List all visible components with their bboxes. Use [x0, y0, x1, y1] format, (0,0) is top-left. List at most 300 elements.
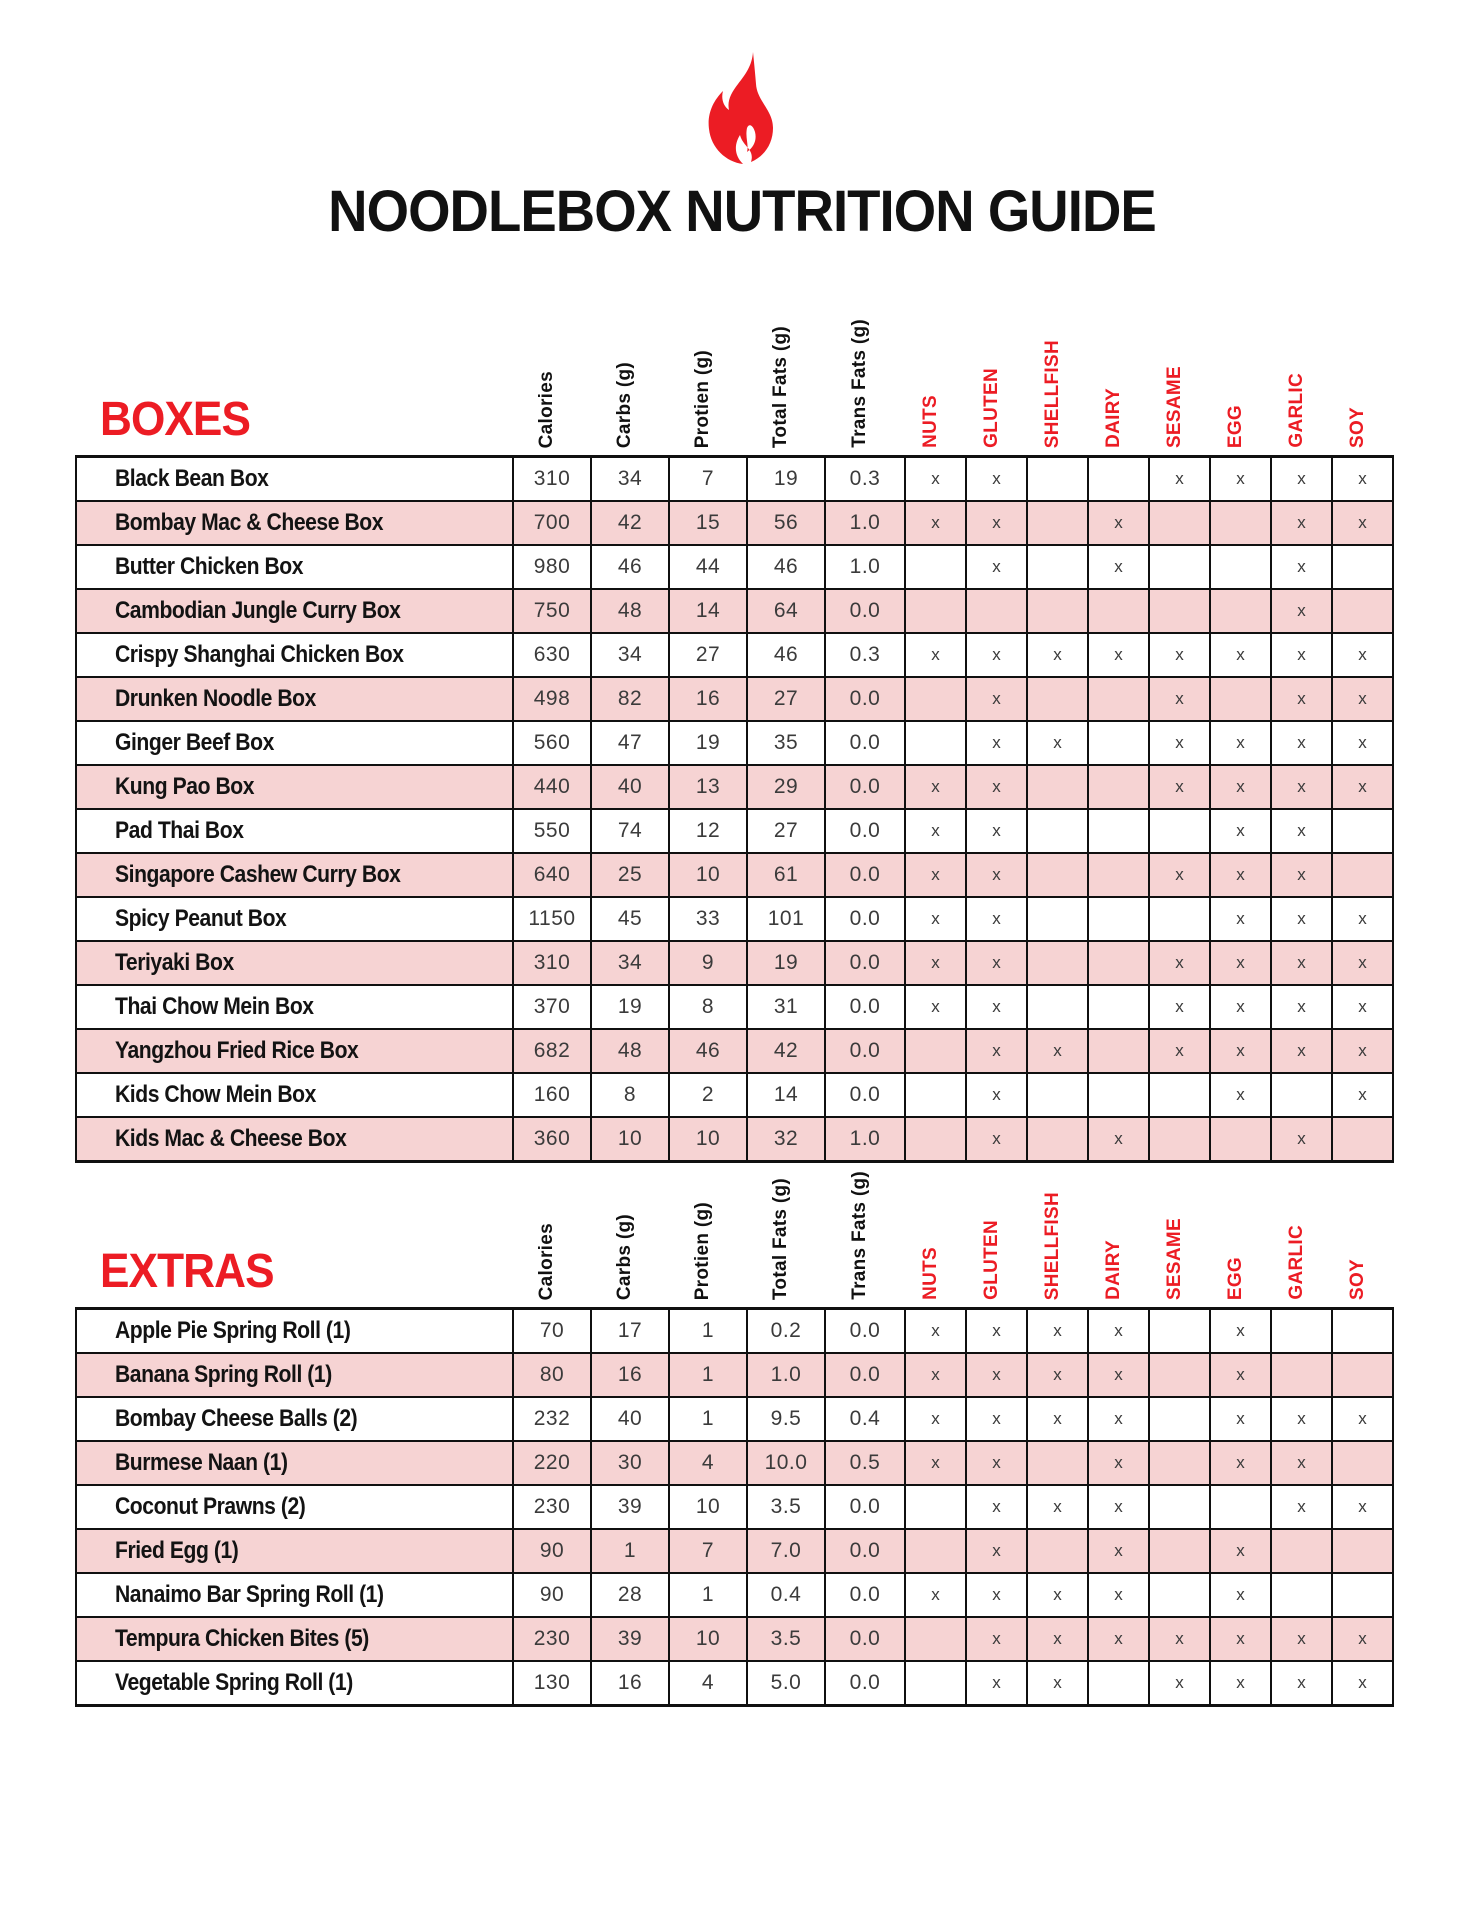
allergen-cell [1148, 854, 1209, 896]
table-row [77, 720, 1392, 764]
nutrient-value: 1.0 [849, 555, 881, 578]
item-name: Ginger Beef Box [115, 729, 274, 756]
nutrient-value: 980 [533, 555, 571, 578]
nutrient-value-cell [746, 1574, 824, 1616]
allergen-column-header-garlic: GARLIC [1285, 1225, 1307, 1300]
item-name-cell [77, 678, 512, 720]
nutrient-value: 48 [617, 599, 643, 622]
nutrient-value: 5.0 [770, 1671, 802, 1694]
nutrient-value-cell [824, 678, 904, 720]
allergen-mark: x [1053, 1497, 1062, 1516]
allergen-mark: x [1297, 469, 1306, 488]
nutrient-value: 640 [533, 863, 571, 886]
allergen-cell [1087, 722, 1148, 764]
section-title-boxes: BOXES [100, 393, 251, 446]
nutrient-value: 0.0 [849, 1039, 881, 1062]
nutrient-value-cell [590, 810, 668, 852]
allergen-cell [1026, 1662, 1087, 1704]
allergen-cell [1148, 590, 1209, 632]
allergen-mark: x [1114, 1453, 1123, 1472]
nutrient-column-header-carbs-g: Carbs (g) [614, 1213, 635, 1300]
nutrient-value-cell [512, 1574, 590, 1616]
table-row [77, 458, 1392, 500]
item-name: Cambodian Jungle Curry Box [115, 597, 401, 624]
nutrient-value: 1.0 [849, 1127, 881, 1150]
item-name: Thai Chow Mein Box [115, 993, 314, 1020]
allergen-mark: x [1297, 601, 1306, 620]
allergen-mark: x [1175, 733, 1184, 752]
allergen-cell [1331, 722, 1392, 764]
allergen-mark: x [1175, 689, 1184, 708]
nutrient-value: 1150 [528, 907, 576, 930]
nutrient-value-cell [590, 1398, 668, 1440]
allergen-cell [1209, 854, 1270, 896]
nutrient-value-cell [512, 458, 590, 500]
allergen-cell [1209, 1310, 1270, 1352]
table-row [77, 544, 1392, 588]
item-name: Nanaimo Bar Spring Roll (1) [115, 1581, 384, 1608]
allergen-mark: x [1114, 1541, 1123, 1560]
nutrient-value: 14 [695, 599, 721, 622]
nutrient-value: 82 [617, 687, 643, 710]
allergen-cell [1087, 1030, 1148, 1072]
nutrient-value: 0.3 [849, 643, 881, 666]
allergen-cell [904, 590, 965, 632]
item-name: Coconut Prawns (2) [115, 1493, 306, 1520]
allergen-cell [965, 1354, 1026, 1396]
table-row [77, 1484, 1392, 1528]
allergen-mark: x [1053, 1041, 1062, 1060]
allergen-mark: x [931, 1453, 940, 1472]
allergen-cell [1087, 766, 1148, 808]
allergen-cell [1270, 502, 1331, 544]
nutrient-value-cell [590, 678, 668, 720]
nutrient-value: 46 [695, 1039, 721, 1062]
nutrient-value: 0.4 [849, 1407, 881, 1430]
allergen-cell [904, 1574, 965, 1616]
allergen-mark: x [1114, 557, 1123, 576]
allergen-cell [1331, 766, 1392, 808]
item-name-cell [77, 986, 512, 1028]
item-name-cell [77, 1530, 512, 1572]
allergen-cell [1148, 1398, 1209, 1440]
allergen-mark: x [1236, 821, 1245, 840]
allergen-mark: x [1053, 1321, 1062, 1340]
allergen-mark: x [1358, 1041, 1367, 1060]
table-row [77, 808, 1392, 852]
nutrient-value-cell [590, 766, 668, 808]
item-name-cell [77, 1574, 512, 1616]
allergen-mark: x [1358, 689, 1367, 708]
nutrient-value-cell [512, 1662, 590, 1704]
nutrient-value: 130 [533, 1671, 571, 1694]
allergen-cell [1148, 1486, 1209, 1528]
allergen-mark: x [992, 909, 1001, 928]
nutrient-value-cell [746, 942, 824, 984]
nutrient-value: 10.0 [764, 1451, 808, 1474]
nutrient-value-cell [590, 1574, 668, 1616]
allergen-mark: x [1175, 997, 1184, 1016]
nutrient-value: 19 [773, 951, 799, 974]
allergen-cell [1270, 942, 1331, 984]
nutrient-value-cell [512, 1618, 590, 1660]
allergen-cell [1087, 942, 1148, 984]
nutrient-value: 39 [617, 1627, 643, 1650]
nutrient-value: 0.0 [849, 1083, 881, 1106]
nutrient-value-cell [512, 766, 590, 808]
nutrient-value: 0.0 [849, 1671, 881, 1694]
item-name: Singapore Cashew Curry Box [115, 861, 401, 888]
allergen-cell [1087, 810, 1148, 852]
allergen-cell [1331, 678, 1392, 720]
allergen-mark: x [992, 1041, 1001, 1060]
nutrient-value: 46 [773, 643, 799, 666]
nutrient-value: 7 [701, 1539, 715, 1562]
table-row [77, 1572, 1392, 1616]
allergen-cell [1331, 986, 1392, 1028]
allergen-mark: x [1175, 865, 1184, 884]
allergen-mark: x [1236, 777, 1245, 796]
allergen-cell [1209, 634, 1270, 676]
allergen-mark: x [931, 865, 940, 884]
allergen-mark: x [1297, 1129, 1306, 1148]
item-name: Bombay Mac & Cheese Box [115, 509, 384, 536]
allergen-mark: x [1175, 1673, 1184, 1692]
allergen-column-header-gluten: GLUTEN [980, 368, 1002, 448]
allergen-cell [1331, 634, 1392, 676]
nutrient-value-cell [668, 458, 746, 500]
allergen-cell [1209, 1618, 1270, 1660]
nutrient-value: 370 [533, 995, 571, 1018]
allergen-cell [1026, 1486, 1087, 1528]
nutrient-value-cell [512, 942, 590, 984]
allergen-cell [965, 1310, 1026, 1352]
allergen-cell [904, 1486, 965, 1528]
allergen-mark: x [1297, 821, 1306, 840]
allergen-mark: x [1236, 1041, 1245, 1060]
allergen-cell [965, 634, 1026, 676]
nutrient-value-cell [746, 898, 824, 940]
allergen-mark: x [992, 1365, 1001, 1384]
allergen-cell [1270, 590, 1331, 632]
nutrient-value-cell [512, 590, 590, 632]
allergen-cell [1209, 898, 1270, 940]
allergen-cell [1087, 634, 1148, 676]
allergen-cell [1209, 1398, 1270, 1440]
nutrient-value-cell [512, 898, 590, 940]
allergen-cell [1087, 590, 1148, 632]
allergen-cell [1148, 458, 1209, 500]
item-name-cell [77, 810, 512, 852]
allergen-mark: x [1358, 1497, 1367, 1516]
nutrient-column-header-trans-fats-g: Trans Fats (g) [849, 319, 870, 448]
nutrient-value-cell [824, 810, 904, 852]
allergen-mark: x [992, 1673, 1001, 1692]
nutrient-value: 12 [695, 819, 721, 842]
allergen-cell [1209, 722, 1270, 764]
allergen-cell [1148, 678, 1209, 720]
item-name-cell [77, 854, 512, 896]
allergen-cell [1026, 942, 1087, 984]
allergen-mark: x [992, 1321, 1001, 1340]
nutrient-value-cell [824, 1398, 904, 1440]
allergen-cell [965, 722, 1026, 764]
nutrient-value: 0.4 [770, 1583, 802, 1606]
allergen-cell [1270, 1310, 1331, 1352]
nutrient-value-cell [824, 1030, 904, 1072]
nutrient-value-cell [746, 1442, 824, 1484]
allergen-cell [1026, 1310, 1087, 1352]
allergen-cell [965, 1662, 1026, 1704]
allergen-cell [1209, 458, 1270, 500]
allergen-cell [904, 1030, 965, 1072]
allergen-cell [904, 942, 965, 984]
nutrient-value: 9.5 [770, 1407, 802, 1430]
nutrient-value-cell [668, 722, 746, 764]
allergen-mark: x [1053, 1365, 1062, 1384]
nutrient-value: 30 [617, 1451, 643, 1474]
allergen-mark: x [1114, 513, 1123, 532]
allergen-cell [965, 810, 1026, 852]
allergen-cell [965, 502, 1026, 544]
nutrient-value-cell [824, 1354, 904, 1396]
allergen-cell [1331, 854, 1392, 896]
allergen-mark: x [1053, 1629, 1062, 1648]
allergen-cell [1209, 1662, 1270, 1704]
allergen-cell [1148, 810, 1209, 852]
allergen-cell [1148, 1618, 1209, 1660]
allergen-mark: x [992, 777, 1001, 796]
allergen-cell [1087, 898, 1148, 940]
allergen-cell [1331, 590, 1392, 632]
nutrient-value: 42 [773, 1039, 799, 1062]
item-name-cell [77, 502, 512, 544]
allergen-cell [1026, 1354, 1087, 1396]
nutrient-value: 230 [533, 1495, 571, 1518]
nutrient-value-cell [824, 898, 904, 940]
allergen-cell [1270, 1486, 1331, 1528]
nutrient-value-cell [824, 854, 904, 896]
nutrient-value-cell [668, 1398, 746, 1440]
allergen-cell [1209, 678, 1270, 720]
allergen-cell [1270, 1618, 1331, 1660]
nutrient-value-cell [668, 1574, 746, 1616]
allergen-cell [1026, 766, 1087, 808]
nutrient-value: 10 [695, 1627, 721, 1650]
allergen-cell [1026, 986, 1087, 1028]
allergen-cell [1270, 1442, 1331, 1484]
allergen-cell [1148, 986, 1209, 1028]
item-name: Kids Mac & Cheese Box [115, 1125, 347, 1152]
allergen-mark: x [1297, 513, 1306, 532]
nutrient-value: 90 [539, 1583, 565, 1606]
allergen-column-header-egg: EGG [1224, 404, 1246, 448]
allergen-cell [1148, 634, 1209, 676]
nutrient-value: 46 [773, 555, 799, 578]
allergen-column-header-soy: SOY [1346, 406, 1368, 448]
allergen-cell [1087, 1310, 1148, 1352]
allergen-cell [1026, 546, 1087, 588]
nutrient-value-cell [824, 1486, 904, 1528]
nutrient-value-cell [512, 1442, 590, 1484]
allergen-cell [1148, 766, 1209, 808]
nutrient-value: 1 [701, 1583, 715, 1606]
table-row [77, 1310, 1392, 1352]
nutrient-value: 34 [617, 467, 643, 490]
nutrient-value-cell [590, 546, 668, 588]
nutrient-value: 80 [539, 1363, 565, 1386]
nutrient-value: 230 [533, 1627, 571, 1650]
nutrient-value: 34 [617, 951, 643, 974]
nutrient-value: 3.5 [770, 1495, 802, 1518]
item-name: Burmese Naan (1) [115, 1449, 288, 1476]
nutrient-value: 34 [617, 643, 643, 666]
allergen-cell [965, 1398, 1026, 1440]
allergen-cell [904, 1442, 965, 1484]
nutrient-value-cell [824, 766, 904, 808]
nutrient-value: 14 [773, 1083, 799, 1106]
nutrient-value-cell [668, 898, 746, 940]
nutrient-value-cell [512, 986, 590, 1028]
nutrient-value-cell [746, 546, 824, 588]
nutrient-value-cell [512, 854, 590, 896]
allergen-cell [1209, 942, 1270, 984]
allergen-cell [1270, 678, 1331, 720]
allergen-cell [904, 722, 965, 764]
nutrient-value: 10 [695, 1495, 721, 1518]
allergen-cell [904, 766, 965, 808]
item-name: Bombay Cheese Balls (2) [115, 1405, 358, 1432]
nutrient-value-cell [668, 942, 746, 984]
nutrient-value-cell [668, 1442, 746, 1484]
table-row [77, 588, 1392, 632]
nutrient-value: 0.0 [849, 863, 881, 886]
allergen-cell [1331, 1442, 1392, 1484]
table-row [77, 1660, 1392, 1704]
allergen-cell [1026, 1574, 1087, 1616]
nutrient-value: 25 [617, 863, 643, 886]
nutrient-value: 0.5 [849, 1451, 881, 1474]
item-name: Fried Egg (1) [115, 1537, 239, 1564]
item-name: Yangzhou Fried Rice Box [115, 1037, 359, 1064]
item-name-cell [77, 942, 512, 984]
item-name-cell [77, 1618, 512, 1660]
nutrient-value-cell [590, 722, 668, 764]
allergen-cell [1270, 722, 1331, 764]
nutrient-value-cell [512, 1354, 590, 1396]
allergen-column-header-sesame: SESAME [1163, 1217, 1185, 1300]
allergen-mark: x [1114, 1409, 1123, 1428]
nutrient-value: 10 [617, 1127, 643, 1150]
nutrient-value-cell [746, 458, 824, 500]
nutrient-value-cell [824, 942, 904, 984]
allergen-column-header-dairy: DAIRY [1102, 1240, 1124, 1300]
allergen-mark: x [1297, 1629, 1306, 1648]
allergen-cell [1087, 546, 1148, 588]
nutrient-value: 4 [701, 1671, 715, 1694]
allergen-cell [904, 854, 965, 896]
table-row [77, 1028, 1392, 1072]
allergen-mark: x [1358, 1409, 1367, 1428]
nutrient-value: 27 [773, 819, 799, 842]
allergen-cell [965, 1030, 1026, 1072]
nutrient-value: 700 [533, 511, 571, 534]
nutrient-value: 0.3 [849, 467, 881, 490]
allergen-cell [904, 1310, 965, 1352]
nutrient-value-cell [512, 1398, 590, 1440]
allergen-cell [1331, 1398, 1392, 1440]
nutrient-value-cell [590, 1442, 668, 1484]
allergen-mark: x [1358, 1629, 1367, 1648]
allergen-cell [965, 458, 1026, 500]
allergen-mark: x [1175, 953, 1184, 972]
allergen-cell [1026, 678, 1087, 720]
allergen-mark: x [992, 997, 1001, 1016]
nutrient-value: 29 [773, 775, 799, 798]
nutrient-value: 64 [773, 599, 799, 622]
allergen-mark: x [1236, 909, 1245, 928]
allergen-cell [1331, 1662, 1392, 1704]
allergen-mark: x [931, 469, 940, 488]
nutrient-column-header-trans-fats-g: Trans Fats (g) [849, 1171, 870, 1300]
allergen-cell [1026, 1442, 1087, 1484]
allergen-cell [1331, 1530, 1392, 1572]
allergen-cell [1087, 854, 1148, 896]
allergen-mark: x [931, 953, 940, 972]
allergen-cell [904, 1530, 965, 1572]
nutrient-value: 27 [773, 687, 799, 710]
allergen-mark: x [1236, 1085, 1245, 1104]
allergen-mark: x [1297, 1409, 1306, 1428]
allergen-mark: x [1358, 513, 1367, 532]
allergen-cell [1270, 810, 1331, 852]
nutrient-value: 550 [533, 819, 571, 842]
page-title: NOODLEBOX NUTRITION GUIDE [328, 179, 1156, 244]
nutrient-value: 31 [773, 995, 799, 1018]
allergen-cell [1331, 1030, 1392, 1072]
allergen-cell [904, 1354, 965, 1396]
nutrient-value: 74 [617, 819, 643, 842]
allergen-cell [1148, 898, 1209, 940]
allergen-mark: x [1236, 953, 1245, 972]
allergen-cell [1331, 546, 1392, 588]
section-title-extras: EXTRAS [100, 1245, 274, 1298]
allergen-cell [965, 766, 1026, 808]
allergen-cell [1270, 986, 1331, 1028]
allergen-mark: x [992, 469, 1001, 488]
allergen-mark: x [1236, 1541, 1245, 1560]
allergen-cell [904, 458, 965, 500]
nutrient-value-cell [746, 854, 824, 896]
allergen-cell [1331, 1618, 1392, 1660]
item-name-cell [77, 1398, 512, 1440]
nutrient-value: 360 [533, 1127, 571, 1150]
nutrient-value-cell [512, 502, 590, 544]
nutrient-value-cell [746, 1030, 824, 1072]
nutrient-value-cell [824, 1618, 904, 1660]
nutrient-value: 35 [773, 731, 799, 754]
allergen-mark: x [992, 1409, 1001, 1428]
allergen-cell [1087, 1662, 1148, 1704]
allergen-cell [1209, 502, 1270, 544]
nutrient-value-cell [824, 590, 904, 632]
nutrient-value: 682 [533, 1039, 571, 1062]
item-name: Banana Spring Roll (1) [115, 1361, 332, 1388]
allergen-cell [1087, 502, 1148, 544]
allergen-mark: x [1297, 909, 1306, 928]
allergen-mark: x [1358, 777, 1367, 796]
item-name: Pad Thai Box [115, 817, 244, 844]
